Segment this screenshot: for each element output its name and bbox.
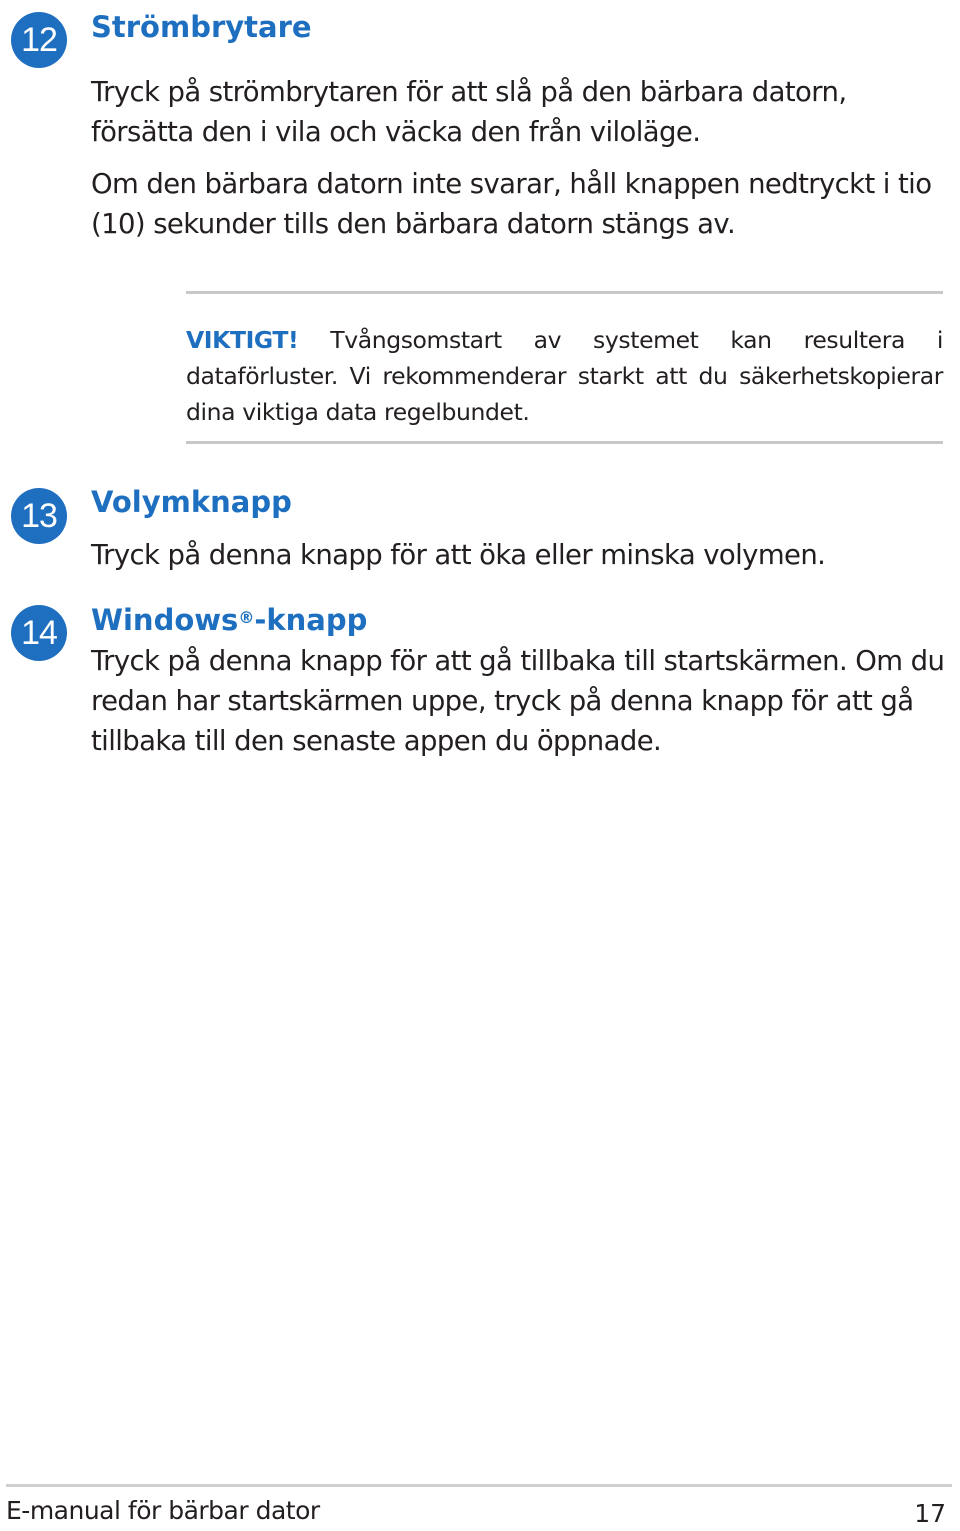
footer-manual-title: E-manual för bärbar dator <box>6 1496 320 1525</box>
power-button-description: Tryck på strömbrytaren för att slå på den bärbara datorn, försätta den i vila och väcka den från viloläge. <box>91 76 847 148</box>
windows-title-suffix: -knapp <box>254 603 368 637</box>
section-number-badge-12: 12 <box>11 12 67 68</box>
important-note-label: VIKTIGT! <box>186 326 299 354</box>
section-heading-windows-button <box>91 602 367 638</box>
note-top-divider <box>186 291 943 294</box>
windows-button-description: Tryck på denna knapp för att gå tillbaka till startskärmen. Om du redan har startskärmen uppe, tryck på denna knapp för att gå tillbaka till den senaste appen du öppnade. <box>91 645 945 757</box>
volume-button-description: Tryck på denna knapp för att öka eller minska volymen. <box>91 539 826 571</box>
power-button-force-shutdown-text: Om den bärbara datorn inte svarar, håll knappen nedtryckt i tio (10) sekunder tills den bärbara datorn stängs av. <box>91 168 932 240</box>
footer-page-number: 17 <box>914 1499 946 1528</box>
section-number-badge-14: 14 <box>11 605 67 661</box>
windows-title-main: Windows <box>91 603 239 637</box>
important-note <box>186 322 943 430</box>
registered-mark: ® <box>238 608 255 627</box>
note-bottom-divider <box>186 441 943 444</box>
important-note-text: Tvångsomstart av systemet kan resultera i dataförluster. Vi rekommenderar starkt att du säkerhetskopierar dina viktiga data regelbundet. <box>186 326 943 426</box>
footer-divider <box>6 1484 952 1487</box>
section-heading-power-button: Strömbrytare <box>91 10 312 44</box>
section-heading-volume-button: Volymknapp <box>91 485 292 519</box>
section-number-badge-13: 13 <box>11 488 67 544</box>
